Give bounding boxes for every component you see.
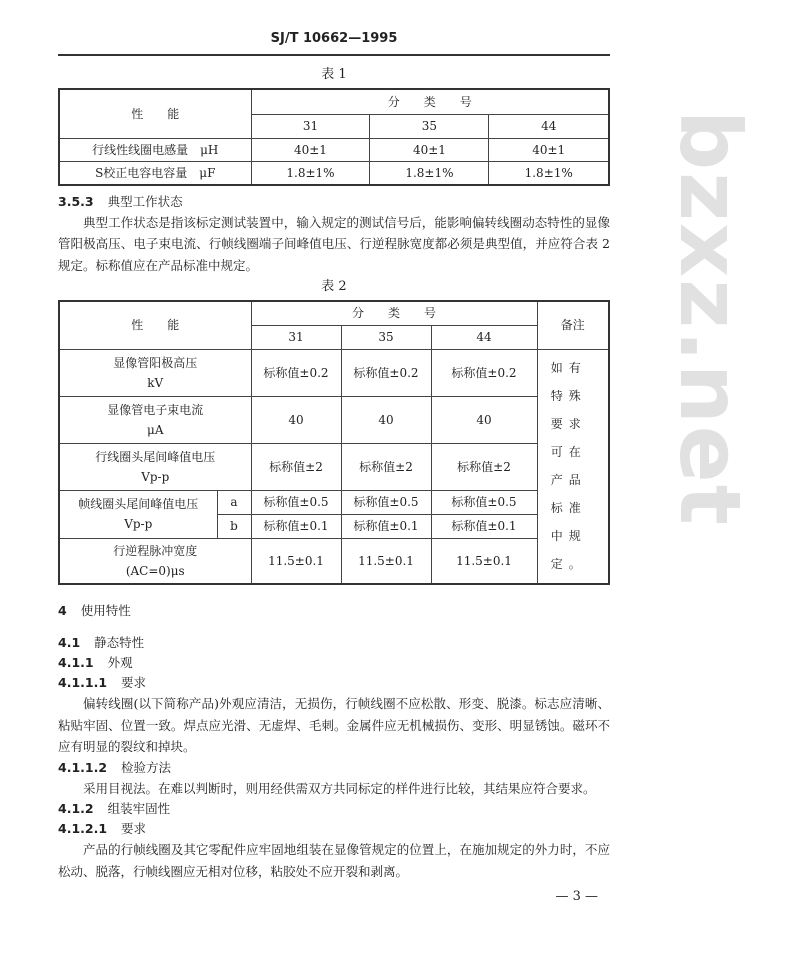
unit: Vp-p [141,469,170,484]
class-header: 31 [251,114,370,138]
cell: 40 [341,396,431,443]
table-row [59,161,609,185]
table-row [59,443,609,490]
sub-tag: b [217,514,251,538]
cell: 11.5±0.1 [251,538,341,584]
cell: 40±1 [489,138,609,161]
section-4-1-1-2-text: 采用目视法。在难以判断时，则用经供需双方共同标定的样件进行比较，其结果应符合要求。 [83,780,596,796]
section-title: 典型工作状态 [107,193,183,209]
table-row [59,538,609,584]
section-title: 要求 [121,821,147,836]
unit: μA [147,422,164,437]
cell: 1.8±1% [370,161,489,185]
section-4-1-2-1-text: 产品的行帧线圈及其它零配件应牢固地组装在显像管规定的位置上，在施加规定的外力时，不应松动、脱落，行帧线圈应无相对位移，粘胶处不应开裂和剥离。 [58,842,610,879]
section-4-1-2-1-heading [58,819,610,839]
unit: (AC=0)μs [125,563,185,578]
section-4-1-1-heading [58,653,610,673]
section-number: 4 [58,603,67,618]
class-header: 44 [489,114,609,138]
cell: 标称值±0.5 [251,490,341,514]
page-number: — 3 — [555,889,598,904]
section-title: 外观 [107,655,133,670]
cell: 标称值±2 [341,443,431,490]
header-rule [58,54,610,56]
cell: 40±1 [251,138,370,161]
table2-group-header: 分 类 号 [251,301,537,325]
section-3-5-3-heading [58,192,610,212]
cell: 标称值±0.1 [251,514,341,538]
section-4-1-1-1-heading [58,673,610,693]
section-4-1-1-1-text: 偏转线圈(以下简称产品)外观应清洁，无损伤，行帧线圈不应松散、形变、脱漆。标志应清晰、粘贴牢固、位置一致。焊点应光滑、无虚焊、毛刺。金属件应无机械损伤、变形、明显锈蚀。磁环不应有明显的裂纹和掉块。 [58,696,610,754]
table2 [58,300,610,585]
label-text: 行线圈头尾间峰值电压 [95,449,216,464]
row-label: 行线性线圈电感量 μH [59,138,251,161]
cell: 标称值±2 [431,443,537,490]
cell: 40 [251,396,341,443]
section-3-5-3-text: 典型工作状态是指该标定测试装置中，输入规定的测试信号后，能影响偏转线圈动态特性的显像管阳极高压、电子束电流、行帧线圈端子间峰值电压、行逆程脉宽度都必须是典型值，并应符合表 2 规定。标称值应在产品标准中规定。 [58,214,610,273]
section-number: 3.5.3 [58,193,94,209]
cell: 40 [431,396,537,443]
cell: 40±1 [370,138,489,161]
section-4-1-2-heading [58,799,610,819]
unit: Vp-p [124,517,153,531]
document-header: SJ/T 10662—1995 [270,31,398,46]
section-title: 组装牢固性 [107,801,171,816]
row-label: S校正电容电容量 μF [59,161,251,185]
class-header: 35 [341,325,431,349]
section-number: 4.1.1 [58,655,94,670]
table1-col-header: 性 能 [59,89,251,138]
section-number: 4.1.1.1 [58,675,108,690]
sub-tag: a [217,490,251,514]
section-number: 4.1.2 [58,801,94,816]
section-4-heading [58,601,610,621]
page-content [58,0,610,926]
label-text: 显像管电子束电流 [107,402,204,417]
section-4-1-1-2-heading [58,758,610,778]
unit: kV [147,375,164,390]
remark-header: 备注 [537,301,609,349]
label-text: 行逆程脉冲宽度 [113,543,198,558]
row-label [59,396,251,443]
cell: 11.5±0.1 [431,538,537,584]
cell: 1.8±1% [251,161,370,185]
table1-group-header: 分 类 号 [251,89,609,114]
table2-col-header: 性 能 [59,301,251,349]
cell: 11.5±0.1 [341,538,431,584]
cell: 标称值±0.2 [251,349,341,396]
section-title: 静态特性 [94,635,145,650]
cell: 标称值±0.5 [341,490,431,514]
remark-cell [537,349,609,584]
class-header: 31 [251,325,341,349]
table-row [59,490,609,514]
cell: 标称值±0.2 [431,349,537,396]
class-header: 44 [431,325,537,349]
row-label [59,538,251,584]
row-label [59,443,251,490]
class-header: 35 [370,114,489,138]
cell: 1.8±1% [489,161,609,185]
remark-text: 如有特殊要求可在产品标准中规定。 [550,361,587,572]
table-row [59,396,609,443]
cell: 标称值±0.5 [431,490,537,514]
table1 [58,88,610,186]
section-number: 4.1.2.1 [58,821,108,836]
cell: 标称值±0.2 [341,349,431,396]
watermark: bzxz.net [661,110,759,527]
row-label [59,490,217,538]
row-label [59,349,251,396]
section-number: 4.1.1.2 [58,759,108,775]
section-4-1-heading [58,633,610,653]
section-title: 使用特性 [80,603,131,618]
cell: 标称值±0.1 [431,514,537,538]
table1-caption: 表 1 [321,67,347,82]
cell: 标称值±0.1 [341,514,431,538]
table-row [59,349,609,396]
cell: 标称值±2 [251,443,341,490]
section-title: 要求 [121,675,147,690]
table-row [59,138,609,161]
table2-caption: 表 2 [321,279,347,294]
section-number: 4.1 [58,635,81,650]
label-text: 帧线圈头尾间峰值电压 [78,497,199,511]
label-text: 显像管阳极高压 [113,355,198,370]
section-title: 检验方法 [121,759,172,775]
